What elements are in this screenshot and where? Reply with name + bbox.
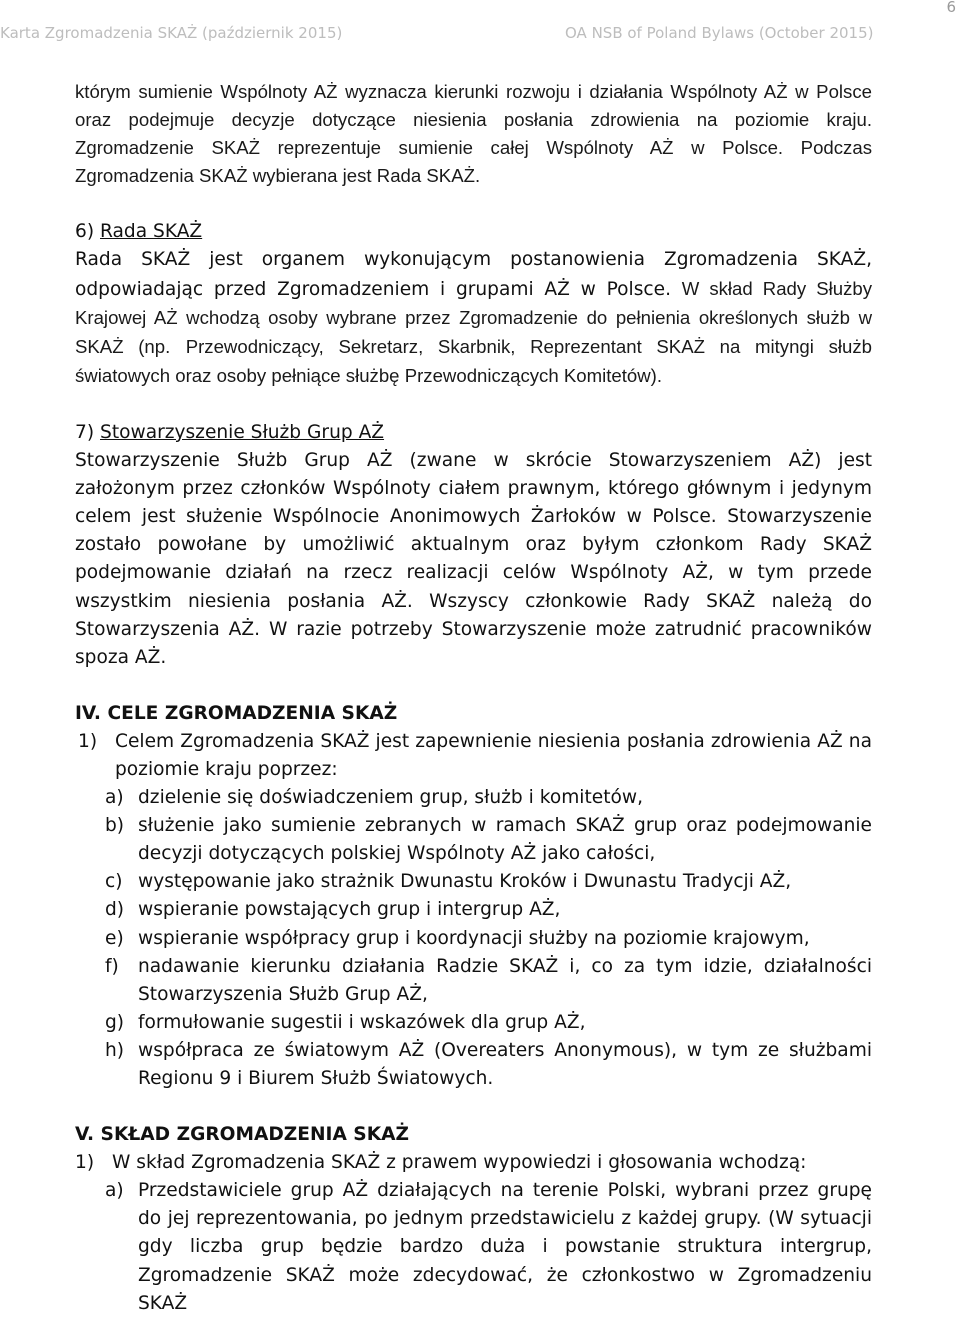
chapter-4-item-1-text: Celem Zgromadzenia SKAŻ jest zapewnienie niesienia posłania zdrowienia AŻ na poziomie kraju poprzez: — [115, 730, 872, 780]
goal-item-letter: c) — [105, 871, 123, 893]
goal-item-letter: b) — [105, 815, 125, 837]
goal-item-text: nadawanie kierunku działania Radzie SKAŻ i, co za tym idzie, działalności Stowarzyszenia Służb Grup AŻ, — [138, 955, 872, 1005]
goal-item-text: dzielenie się doświadczeniem grup, służb i komitetów, — [138, 787, 643, 809]
membership-item-letter: a) — [105, 1180, 124, 1202]
document-body — [75, 78, 872, 1318]
chapter-5-item-1-text: W skład Zgromadzenia SKAŻ z prawem wypowiedzi i głosowania wchodzą: — [112, 1152, 807, 1174]
chapter-5-item-1-number: 1) — [75, 1152, 95, 1174]
page-number: 6 — [946, 0, 956, 16]
membership-item-text: Przedstawiciele grup AŻ działających na terenie Polski, wybrani przez grupę do jej reprezentowania, po jednym przedstawicielu z każdej grupy. (W sytuacji gdy liczba grup będzie bardzo duża i powstanie struktura intergrup, Zgromadzenie SKAŻ może zdecydować, że członkostwo w Zgromadzeniu SKAŻ — [138, 1180, 872, 1314]
chapter-5-item-1 — [75, 1149, 872, 1177]
section-6-body-a: Rada SKAŻ jest organem wykonującym postanowienia Zgromadzenia SKAŻ, odpowiadając przed Zgromadzeniem i grupami AŻ w Polsce. — [75, 249, 872, 300]
goal-item-letter: a) — [105, 787, 124, 809]
goal-item-h — [75, 1037, 872, 1093]
section-6-title: Rada SKAŻ — [100, 221, 203, 243]
section-7-number: 7) — [75, 421, 95, 443]
section-7-body-c: Wszyscy członkowie Rady SKAŻ należą do Stowarzyszenia AŻ. — [75, 590, 872, 640]
section-6-body-b: W skład Rady Służby Krajowej AŻ wchodzą osoby wybrane przez Zgromadzenie do pełnienia określonych służb w SKAŻ (np. — [75, 277, 873, 357]
section-7-body-d: W razie potrzeby Stowarzyszenie może zatrudnić pracowników spoza AŻ. — [75, 618, 872, 668]
goal-item-text: wspieranie powstających grup i intergrup AŻ, — [138, 899, 561, 921]
section-7-body-b: Stowarzyszenie zostało powołane by umożliwić aktualnym oraz byłym członkom Rady SKAŻ podejmowanie działań na rzecz realizacji celów Wspólnoty AŻ, w tym przede wszystkim niesienia posłania AŻ. — [75, 506, 872, 612]
goal-item-letter: h) — [105, 1039, 125, 1061]
goal-item-text: występowanie jako strażnik Dwunastu Kroków i Dwunastu Tradycji AŻ, — [138, 871, 792, 893]
goal-item-g — [75, 1009, 872, 1037]
section-6-body — [75, 246, 872, 390]
section-7-body-a: Stowarzyszenie Służb Grup AŻ (zwane w skrócie Stowarzyszeniem AŻ) jest założonym przez członków Wspólnoty ciałem prawnym, którego głównym i jedynym celem jest służenie Wspólnocie Anonimowych Żarłoków w Polsce. — [75, 450, 872, 528]
membership-item-a — [75, 1177, 872, 1317]
goal-item-c — [75, 868, 872, 896]
goal-item-d — [75, 896, 872, 924]
goal-item-a — [75, 784, 872, 812]
section-6-heading — [75, 218, 872, 246]
chapter-4-title: CELE ZGROMADZENIA SKAŻ — [107, 702, 398, 724]
running-header-right: OA NSB of Poland Bylaws (October 2015) — [565, 24, 874, 42]
section-7 — [75, 419, 872, 672]
goal-item-letter: d) — [105, 899, 125, 921]
section-6-body-c: Przewodniczący, Sekretarz, Skarbnik, Reprezentant SKAŻ na mityngi służb światowych oraz osoby pełniące służbę Przewodniczących Komitetów). — [75, 335, 872, 386]
goal-item-e — [75, 925, 872, 953]
goal-item-letter: f) — [105, 955, 119, 977]
section-7-heading — [75, 419, 872, 447]
intro-paragraph: którym sumienie Wspólnoty AŻ wyznacza kierunki rozwoju i działania Wspólnoty AŻ w Polsce oraz podejmuje decyzje dotyczące niesienia posłania zdrowienia na poziomie kraju. Zgromadzenie SKAŻ reprezentuje sumienie całej Wspólnoty AŻ w Polsce. Podczas Zgromadzenia SKAŻ wybierana jest Rada SKAŻ. — [75, 81, 872, 187]
chapter-4-numeral: IV. — [75, 702, 101, 724]
section-7-title: Stowarzyszenie Służb Grup AŻ — [100, 421, 385, 443]
chapter-5-numeral: V. — [75, 1124, 95, 1146]
section-6 — [75, 218, 872, 391]
goal-item-f — [75, 953, 872, 1009]
goal-item-b — [75, 812, 872, 868]
section-6-number: 6) — [75, 221, 95, 243]
chapter-4-item-1 — [75, 728, 872, 784]
goal-item-text: współpraca ze światowym AŻ (Overeaters Anonymous), w tym ze służbami Regionu 9 i Biurem Służb Światowych. — [138, 1039, 872, 1089]
goal-item-text: wspieranie współpracy grup i koordynacji służby na poziomie krajowym, — [138, 927, 810, 949]
chapter-5-title: SKŁAD ZGROMADZENIA SKAŻ — [100, 1124, 409, 1146]
running-header-left: Karta Zgromadzenia SKAŻ (październik 2015) — [0, 24, 343, 42]
goal-item-letter: e) — [105, 927, 124, 949]
section-7-body — [75, 447, 872, 672]
goal-item-text: formułowanie sugestii i wskazówek dla grup AŻ, — [138, 1011, 586, 1033]
chapter-4-item-1-number: 1) — [78, 730, 98, 752]
goal-item-letter: g) — [105, 1011, 125, 1033]
chapter-4-heading — [75, 700, 872, 728]
goal-item-text: służenie jako sumienie zebranych w ramach SKAŻ grup oraz podejmowanie decyzji dotyczących polskiej Wspólnoty AŻ jako całości, — [138, 815, 872, 865]
chapter-5-heading — [75, 1121, 872, 1149]
